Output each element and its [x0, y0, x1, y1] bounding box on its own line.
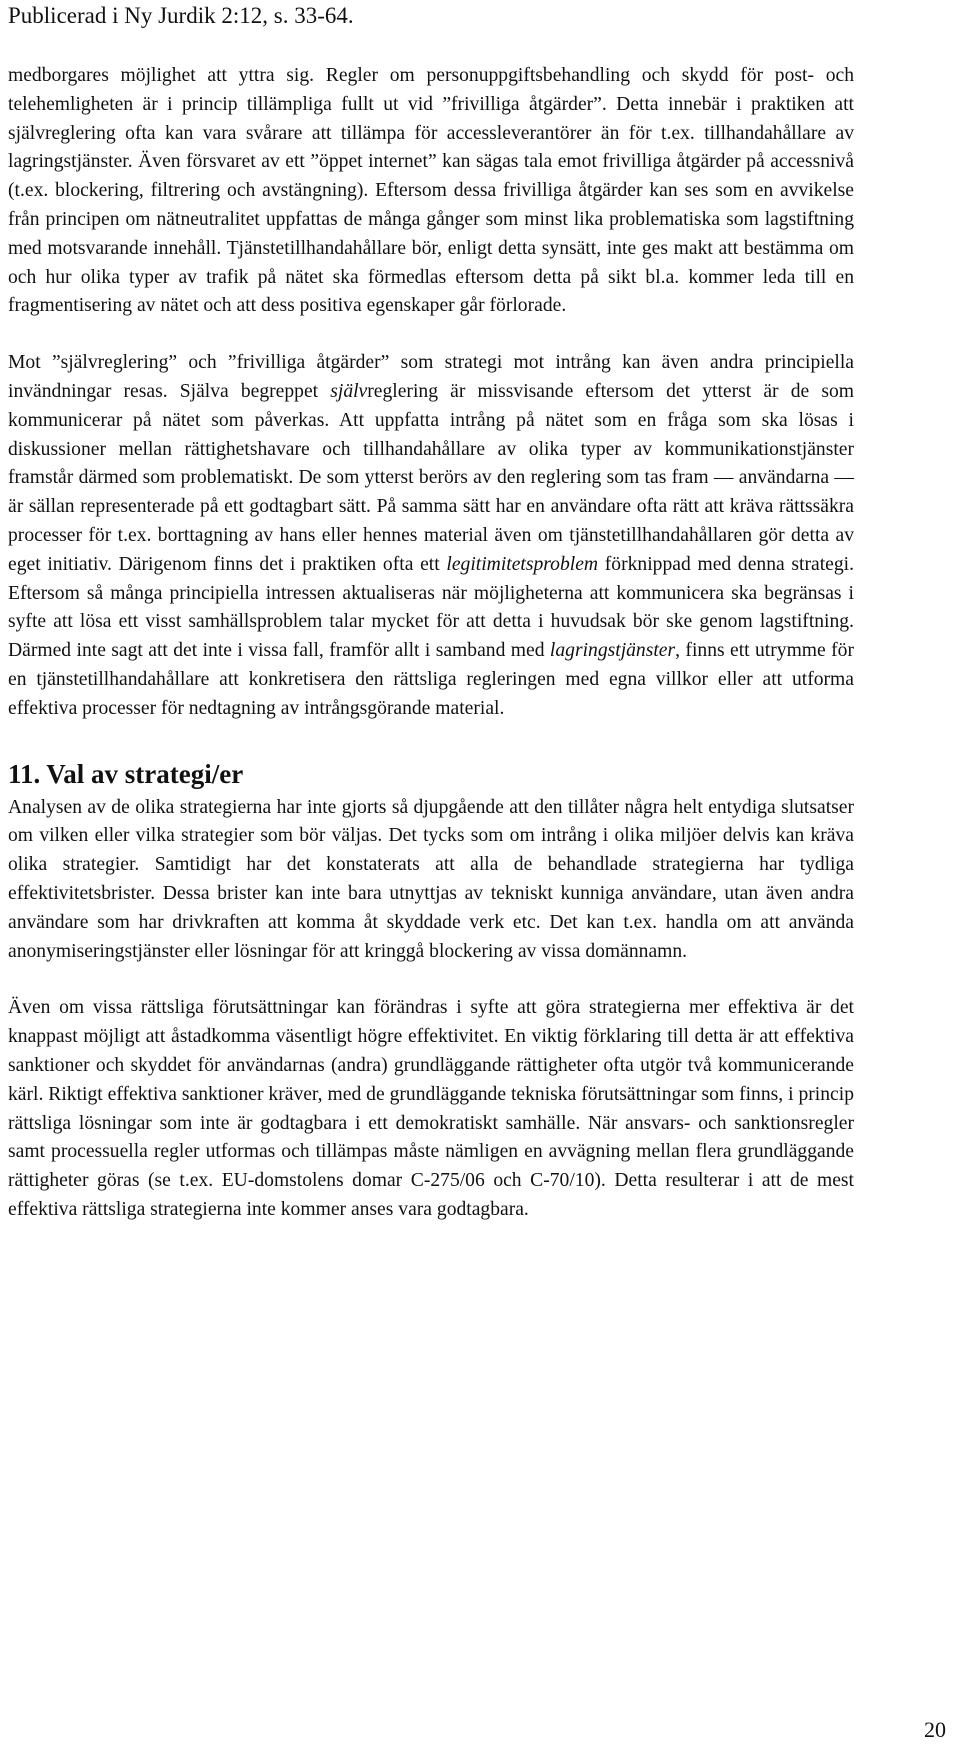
- body-paragraph: [8, 794, 854, 967]
- body-paragraph: [8, 994, 854, 1224]
- running-header: Publicerad i Ny Jurdik 2:12, s. 33-64.: [8, 3, 354, 28]
- section-number: 11.: [8, 758, 41, 789]
- body-paragraph: [8, 349, 854, 723]
- page-content: [8, 62, 854, 1225]
- emphasized-text: lagringstjänster: [549, 640, 676, 662]
- text-run: , finns ett utrymme för en tjänstetillhandahållare att konkretisera den rättsliga regleringen med egna villkor eller att utforma effektiva processer för nedtagning av intrångsgörande material.: [8, 640, 854, 719]
- emphasized-text: legitimitetsproblem: [446, 553, 599, 575]
- text-run: Mot ”självreglering” och ”frivilliga åtgärder” som strategi mot intrång kan även andra principiella invändningar resas. Själva begreppet: [8, 352, 854, 402]
- body-paragraph: [8, 62, 854, 321]
- section-title: Val av strategi/er: [46, 758, 244, 789]
- emphasized-text: själv: [330, 380, 368, 402]
- page-number: 20: [924, 1717, 946, 1742]
- text-run: Analysen av de olika strategierna har inte gjorts så djupgående att den tillåter några helt entydiga slutsatser om vilken eller vilka strategier som bör väljas. Det tycks som om intrång i olika miljöer delvis kan kräva olika strategier. Samtidigt har det konstaterats att alla de behandlade strategierna har tydliga effektivitetsbrister. Dessa brister kan inte bara utnyttjas av tekniskt kunniga användare, utan även andra användare som har drivkraften att komma åt skyddade verk etc. Det kan t.ex. handla om att använda anonymiseringstjänster eller lösningar för att kringgå blockering av vissa domännamn.: [8, 796, 854, 962]
- text-run: medborgares möjlighet att yttra sig. Regler om personuppgiftsbehandling och skydd för post- och telehemligheten är i princip tillämpliga fullt ut vid ”frivilliga åtgärder”. Detta innebär i praktiken att självreglering ofta kan vara svårare att tillämpa för accessleverantörer än för t.ex. tillhandahållare av lagringstjänster. Även försvaret av ett ”öppet internet” kan sägas tala emot frivilliga åtgärder på accessnivå (t.ex. blockering, filtrering och avstängning). Eftersom dessa frivilliga åtgärder kan ses som en avvikelse från principen om nätneutralitet uppfattas de många gånger som minst lika problematiska som lagstiftning med motsvarande innehåll. Tjänstetillhandahållare bör, enligt detta synsätt, inte ges makt att bestämma om och hur olika typer av trafik på nätet ska förmedlas eftersom detta på sikt bl.a. kommer leda till en fragmentisering av nätet och att dess positiva egenskaper går förlorade.: [8, 65, 854, 317]
- text-run: reglering är missvisande eftersom det ytterst är de som kommunicerar på nätet som påverkas. Att uppfatta intrång på nätet som en fråga som ska lösas i diskussioner mellan rättighetshavare och tillhandahållare av olika typer av kommunikationstjänster framstår därmed som problematiskt. De som ytterst berörs av den reglering som tas fram — användarna — är sällan representerade på ett godtagbart sätt. På samma sätt har en användare ofta rätt att kräva rättssäkra processer för t.ex. borttagning av hans eller hennes material även om tjänstetillhandahållaren gör detta av eget initiativ. Därigenom finns det i praktiken ofta ett: [8, 380, 854, 575]
- section-heading: [8, 758, 854, 790]
- text-run: förknippad med denna strategi. Eftersom så många principiella intressen aktualiseras när möjligheterna att kommunicera ska begränsas i syfte att lösa ett visst samhällsproblem talar mycket för att detta i huvudsak bör ske genom lagstiftning. Därmed inte sagt att det inte i vissa fall, framför allt i samband med: [8, 553, 854, 662]
- text-run: Även om vissa rättsliga förutsättningar kan förändras i syfte att göra strategierna mer effektiva är det knappast möjligt att åstadkomma väsentligt högre effektivitet. En viktig förklaring till detta är att effektiva sanktioner och skyddet för användarnas (andra) grundläggande rättigheter ofta utgör två kommunicerande kärl. Riktigt effektiva sanktioner kräver, med de grundläggande tekniska förutsättningar som finns, i princip rättsliga lösningar som inte är godtagbara i ett demokratiskt samhälle. När ansvars- och sanktionsregler samt processuella regler utformas och tillämpas måste nämligen en avvägning mellan flera grundläggande rättigheter göras (se t.ex. EU-domstolens domar C-275/06 och C-70/10). Detta resulterar i att de mest effektiva rättsliga strategierna inte kommer anses vara godtagbara.: [8, 997, 854, 1220]
